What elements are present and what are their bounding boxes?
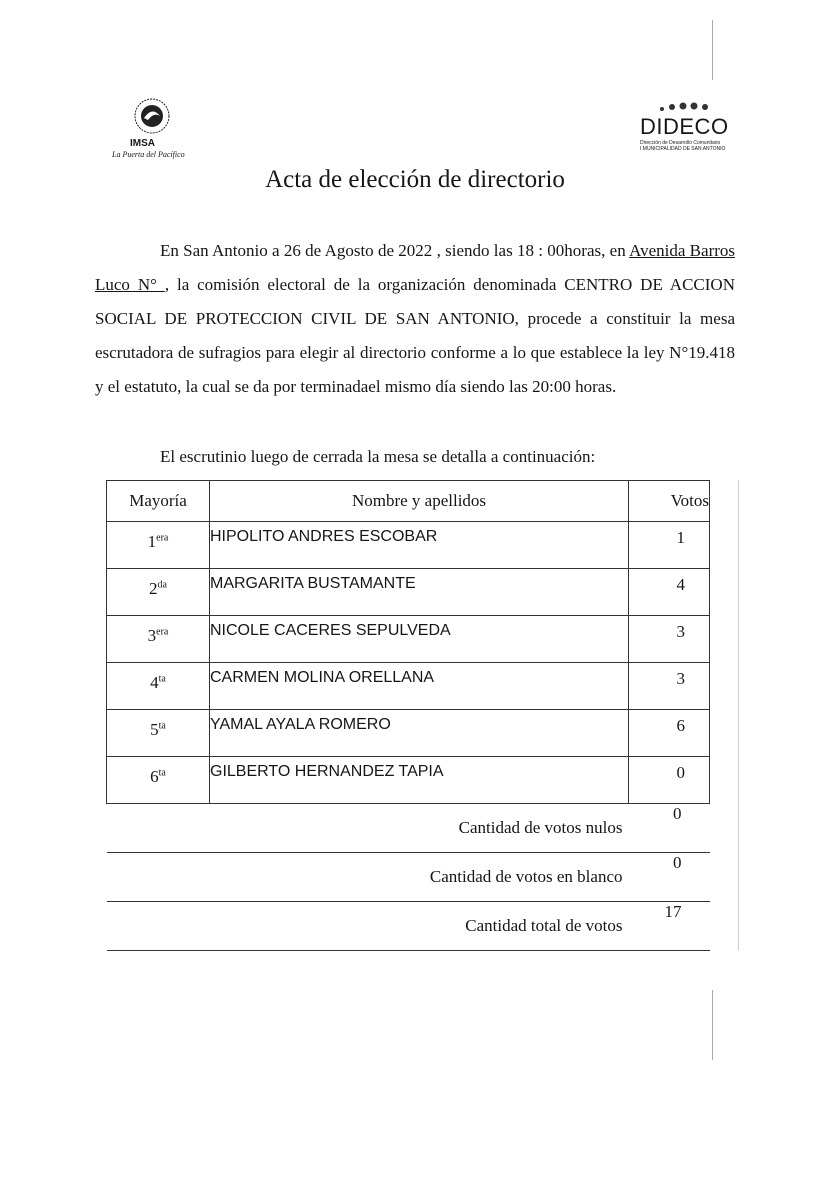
summary-row-total <box>107 902 710 951</box>
summary-label: Cantidad de votos en blanco <box>107 853 629 902</box>
summary-value: 17 <box>629 902 710 951</box>
table-row <box>107 710 710 757</box>
election-results-table <box>106 480 710 951</box>
intro-text-2: , la comisión electoral de la organización denominada CENTRO DE ACCION SOCIAL DE PROTECCION CIVIL DE SAN ANTONIO, procede a constituir la mesa escrutadora de sufragios para elegir al directorio conforme a lo que establece la ley N°19.418 y el estatuto, la cual se da por terminadael mismo día siendo las 20:00 horas. <box>95 275 735 396</box>
rank-suffix: ta <box>158 720 166 732</box>
imsa-logo <box>112 96 194 166</box>
candidate-name: GILBERTO HERNANDEZ TAPIA <box>210 763 444 780</box>
name-cell <box>210 569 629 616</box>
candidate-votes: 0 <box>676 763 685 782</box>
imsa-tagline: La Puerta del Pacífico <box>112 150 185 159</box>
name-cell <box>210 710 629 757</box>
imsa-logo-text: IMSA <box>130 138 155 149</box>
candidate-votes: 4 <box>676 575 685 594</box>
candidate-votes: 3 <box>676 669 685 688</box>
votes-cell <box>629 757 710 804</box>
rank-cell <box>107 663 210 710</box>
rank-cell <box>107 522 210 569</box>
scan-artifact-line <box>712 990 713 1060</box>
candidate-name: MARGARITA BUSTAMANTE <box>210 575 416 592</box>
rank-cell <box>107 710 210 757</box>
address-text: Avenida Barros Luco N° <box>95 241 736 294</box>
rank-number: 2 <box>149 579 158 598</box>
intro-paragraph <box>95 234 735 404</box>
summary-label: Cantidad total de votos <box>107 902 629 951</box>
summary-row-blank <box>107 853 710 902</box>
votes-cell <box>629 616 710 663</box>
rank-suffix: ta <box>158 767 166 779</box>
votes-cell <box>629 663 710 710</box>
table-row <box>107 616 710 663</box>
summary-value: 0 <box>629 804 710 853</box>
rank-suffix: era <box>156 626 169 638</box>
rank-number: 6 <box>150 767 159 786</box>
dideco-dots-icon <box>656 100 716 114</box>
rank-number: 4 <box>150 673 159 692</box>
votes-cell <box>629 569 710 616</box>
dideco-logo <box>636 100 728 156</box>
summary-row-null <box>107 804 710 853</box>
intro-text-1: En San Antonio a 26 de Agosto de 2022 , siendo las 18 : 00horas, en <box>160 241 626 260</box>
header-votes: Votos <box>629 481 710 522</box>
table-header-row <box>107 481 710 522</box>
rank-cell <box>107 757 210 804</box>
name-cell <box>210 757 629 804</box>
candidate-name: NICOLE CACERES SEPULVEDA <box>210 622 451 639</box>
rank-number: 5 <box>150 720 159 739</box>
name-cell <box>210 522 629 569</box>
candidate-name: HIPOLITO ANDRES ESCOBAR <box>210 528 438 545</box>
scrutiny-paragraph: El escrutinio luego de cerrada la mesa se detalla a continuación: <box>160 447 596 466</box>
table-row <box>107 663 710 710</box>
summary-value: 0 <box>629 853 710 902</box>
rank-cell <box>107 569 210 616</box>
scan-artifact-line <box>738 480 739 950</box>
name-cell <box>210 663 629 710</box>
rank-cell <box>107 616 210 663</box>
header-rank: Mayoría <box>107 481 210 522</box>
rank-number: 1 <box>147 532 157 551</box>
table-row <box>107 569 710 616</box>
candidate-name: YAMAL AYALA ROMERO <box>210 716 391 733</box>
rank-number: 3 <box>147 626 157 645</box>
rank-suffix: da <box>157 579 167 591</box>
candidate-name: CARMEN MOLINA ORELLANA <box>210 669 435 686</box>
rank-suffix: era <box>156 532 169 544</box>
table-row <box>107 522 710 569</box>
candidate-votes: 3 <box>676 622 685 641</box>
dideco-logo-text: DIDECO <box>640 114 729 139</box>
candidate-votes: 6 <box>676 716 685 735</box>
document-title: Acta de elección de directorio <box>265 166 565 193</box>
rank-suffix: ta <box>158 673 166 685</box>
dideco-subtitle: Dirección de Desarrollo Comunitario I.MUNICIPALIDAD DE SAN ANTONIO <box>640 140 726 152</box>
header-name: Nombre y apellidos <box>210 481 629 522</box>
name-cell <box>210 616 629 663</box>
votes-cell <box>629 710 710 757</box>
candidate-votes: 1 <box>676 528 685 547</box>
table-row <box>107 757 710 804</box>
scan-artifact-line <box>712 20 713 80</box>
votes-cell <box>629 522 710 569</box>
summary-label: Cantidad de votos nulos <box>107 804 629 853</box>
